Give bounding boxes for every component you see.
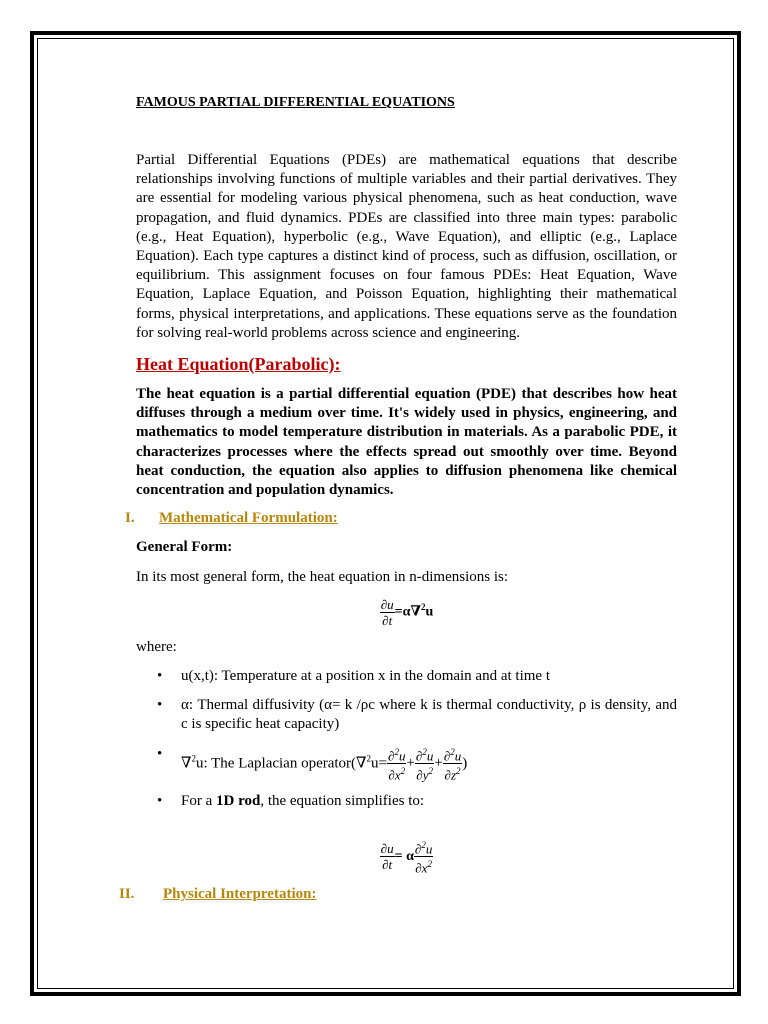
- list-item: • For a 1D rod, the equation simplifies to:: [136, 792, 677, 811]
- definitions-list: [136, 667, 677, 811]
- section-number: II.: [119, 886, 135, 903]
- section-number: I.: [125, 510, 135, 527]
- list-item: • u(x,t): Temperature at a position x in the domain and at time t: [136, 667, 677, 686]
- section-mathematical-formulation: [125, 509, 677, 528]
- intro-paragraph: Partial Differential Equations (PDEs) are mathematical equations that describe relationships involving functions of multiple variables and their partial derivatives. They are essential for modeling various physical phenomena, such as heat conduction, wave propagation, and fluid dynamics. PDEs are classified into three main types: parabolic (e.g., Heat Equation), hyperbolic (e.g., Wave Equation), and elliptic (e.g., Laplace Equation). Each type captures a distinct kind of process, such as diffusion, oscillation, or equilibrium. This assignment focuses on four famous PDEs: Heat Equation, Wave Equation, Laplace Equation, and Poisson Equation, highlighting their mathematical forms, physical interpretations, and applications. These equations serve as the foundation for solving real-world problems across science and engineering.: [136, 152, 677, 341]
- heat-equation-heading: Heat Equation(Parabolic):: [136, 354, 341, 375]
- document-body: [119, 93, 677, 904]
- heat-equation-general: $\frac{\partial u}{\partial t}$ =α∇$^2$u: [380, 596, 434, 628]
- fraction-du-dt: $\frac{\partial u}{\partial t}$: [380, 596, 394, 628]
- section-label: Mathematical Formulation:: [159, 510, 338, 527]
- section-physical-interpretation: [119, 885, 677, 904]
- document-title: FAMOUS PARTIAL DIFFERENTIAL EQUATIONS: [136, 95, 455, 110]
- general-form-heading: General Form:: [136, 539, 233, 556]
- section-label: Physical Interpretation:: [163, 886, 317, 903]
- where-label: where:: [136, 638, 177, 655]
- list-item: • ∇$^2$u: The Laplacian operator(∇$^2$u= $\frac{\partial^2u}{\partial x^2}$ + $\frac{\partial^2u}{\partial y^2}$ + $\frac{\partial^2u}{\partial z^2}$ ): [136, 745, 677, 783]
- heat-equation-1d: $\frac{\partial u}{\partial t}$ = α $\frac{\partial^2u}{\partial x^2}$: [380, 839, 433, 876]
- heat-equation-description: The heat equation is a partial differential equation (PDE) that describes how heat diffuses through a medium over time. It's widely used in physics, engineering, and mathematics to model temperature distribution in materials. As a parabolic PDE, it characterizes processes where the effects spread out smoothly over time. Beyond heat conduction, the equation also applies to diffusion phenomena like chemical concentration and population dynamics.: [136, 386, 677, 499]
- laplacian-expression: $\frac{\partial^2u}{\partial x^2}$ + $\frac{\partial^2u}{\partial y^2}$ + $\frac{\partial^2u}{\partial z^2}$: [388, 746, 462, 783]
- general-form-text: In its most general form, the heat equation in n-dimensions is:: [136, 568, 509, 585]
- list-item: • α: Thermal diffusivity (α= k /ρc where k is thermal conductivity, ρ is density, and c is specific heat capacity): [136, 696, 677, 734]
